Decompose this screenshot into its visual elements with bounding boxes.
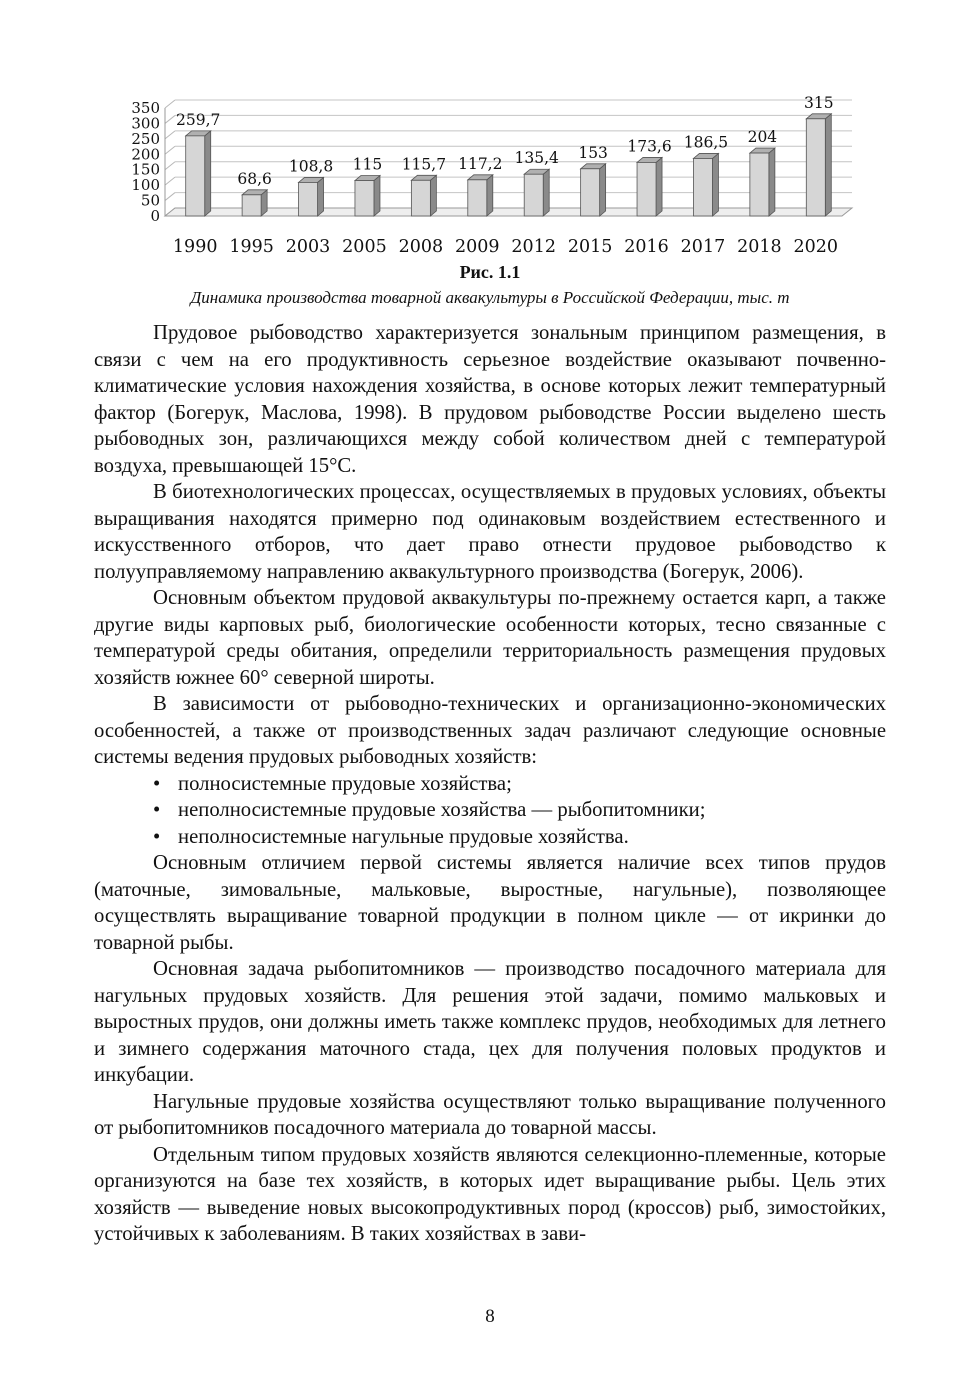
x-tick-label: 2016 (624, 237, 669, 257)
list-item (94, 824, 886, 851)
gridline-diagonal (165, 100, 175, 108)
y-tick-label: 350 (131, 99, 160, 117)
bar-side (543, 169, 549, 216)
paragraph: Основным объектом прудовой аквакультуры по-прежнему остается карп, а также другие виды карповых рыб, биологические особенности которых, тесно связанные с температурой среды обитания, определили территориальность размещения прудовых хозяйств южнее 60° северной широты. (94, 587, 886, 689)
bar (806, 119, 825, 216)
y-axis-ticks (131, 99, 160, 225)
gridline-diagonal (165, 131, 175, 139)
paragraph: В зависимости от рыбоводно-технических и организационно-экономических особенностей, а также от производственных задач различают следующие основные системы ведения прудовых рыбоводных хозяйств: (94, 693, 886, 768)
data-label: 135,4 (514, 149, 559, 168)
bar-side (374, 176, 380, 216)
paragraph: Нагульные прудовые хозяйства осуществляют только выращивание полученного от рыбопитомников посадочного материала до товарной массы. (94, 1090, 886, 1139)
bar (411, 180, 430, 216)
bar-side (769, 148, 775, 216)
bar-side (205, 131, 211, 216)
x-tick-label: 1995 (229, 237, 274, 257)
paragraph: Прудовое рыбоводство характеризуется зональным принципом размещения, в связи с чем на его продуктивность серьезное воздействие оказывают почвенно-климатические условия нахождения хозяйства, в основе которых лежит температурный фактор (Богерук, Маслова, 1998). В прудовом рыбоводстве России выделено шесть рыбоводных зон, различающихся между собой количеством дней с температурой воздуха, превышающей 15°С. (94, 322, 886, 477)
x-tick-label: 2005 (342, 237, 387, 257)
bar-side (430, 175, 436, 216)
list-item-text: неполносистемные прудовые хозяйства — рыбопитомники; (178, 799, 706, 821)
x-axis-ticks (173, 237, 838, 257)
data-label: 115 (352, 155, 383, 174)
x-tick-label: 2012 (511, 237, 556, 257)
bar-chart (120, 88, 860, 266)
paragraph: Основным отличием первой системы является наличие всех типов прудов (маточные, зимовальные, мальковые, выростные, нагульные), позволяющее осуществлять выращивание товарной продукции в полном цикле — от икринки до товарной рыбы. (94, 852, 886, 954)
x-tick-label: 2008 (398, 237, 444, 257)
x-tick-label: 2009 (455, 237, 500, 257)
list-item (94, 771, 886, 798)
paragraph: Отдельным типом прудовых хозяйств являются селекционно-племенные, которые организуются на базе тех хозяйств, в которых идет выращивание рыбы. Цель этих хозяйств — выведение новых высокопродуктивных пород (кроссов) рыб, зимостойких, устойчивых к заболеваниям. В таких хозяйствах в зави- (94, 1143, 886, 1245)
bar (637, 162, 656, 216)
figure-number: Рис. 1.1 (459, 262, 521, 282)
bar (524, 174, 543, 216)
list-item (94, 797, 886, 824)
data-label: 68,6 (237, 169, 272, 188)
bar-side (487, 175, 493, 216)
bar (693, 158, 712, 216)
x-tick-label: 2003 (285, 237, 331, 257)
bar-side (656, 157, 662, 216)
chart-bars (186, 114, 832, 216)
bar (581, 169, 600, 216)
y-tick-label: 200 (131, 145, 160, 164)
bar (242, 195, 261, 216)
paragraph: Основная задача рыбопитомников — производство посадочного материала для нагульных прудовых хозяйств. Для решения этой задачи, помимо мальковых и выростных прудов, они должны иметь также комплекс прудов, необходимых для летнего и зимнего содержания маточного стада, цех для получения половых продуктов и инкубации. (94, 958, 886, 1086)
y-tick-label: 300 (131, 114, 160, 133)
bar-side (318, 177, 324, 216)
chart-floor (165, 208, 852, 216)
gridline-diagonal (165, 146, 175, 154)
x-tick-label: 2020 (793, 237, 839, 257)
gridline-diagonal (165, 193, 175, 201)
figure-caption: Динамика производства товарной аквакультуры в Российской Федерации, тыс. т (190, 288, 790, 307)
bar (299, 182, 318, 216)
list-item-text: полносистемные прудовые хозяйства; (178, 772, 512, 795)
y-tick-label: 50 (140, 191, 160, 210)
y-tick-label: 100 (131, 176, 160, 195)
gridline-diagonal (165, 177, 175, 185)
bar (750, 153, 769, 216)
y-tick-label: 250 (131, 129, 160, 148)
data-label: 204 (747, 128, 778, 147)
data-label: 173,6 (627, 137, 672, 156)
bar (355, 181, 374, 216)
data-label: 108,8 (288, 157, 334, 176)
bar-side (600, 164, 606, 216)
y-tick-label: 150 (131, 160, 160, 179)
data-label: 115,7 (401, 155, 447, 174)
gridline-diagonal (165, 115, 175, 123)
chart-grid (165, 100, 852, 216)
list-item-text: неполносистемные нагульные прудовые хозяйства. (178, 825, 629, 848)
data-label: 259,7 (176, 110, 221, 129)
y-tick-label: 0 (150, 207, 160, 225)
body-text (94, 320, 886, 1248)
value-labels (176, 94, 834, 188)
data-label: 315 (803, 93, 834, 112)
bullet-icon: • (153, 772, 161, 795)
bullet-icon: • (153, 799, 161, 821)
bar-side (712, 153, 718, 216)
data-label: 117,2 (458, 154, 503, 173)
x-tick-label: 2018 (737, 237, 782, 257)
x-tick-label: 2017 (680, 237, 726, 257)
x-tick-label: 2015 (567, 237, 613, 257)
bar (468, 180, 487, 216)
bullet-list (94, 771, 886, 851)
paragraph: В биотехнологических процессах, осуществляемых в прудовых условиях, объекты выращивания находятся примерно под одинаковым воздействием естественного и искусственного отборов, что дает право отнести прудовое рыбоводство к полууправляемому направлению аквакультурного производства (Богерук, 2006). (94, 481, 886, 583)
bullet-icon: • (153, 825, 161, 848)
page-number: 8 (485, 1306, 495, 1327)
gridline-diagonal (165, 162, 175, 170)
bar-side (825, 114, 831, 216)
bar (186, 136, 205, 216)
x-tick-label: 1990 (172, 237, 218, 257)
data-label: 153 (578, 143, 608, 162)
data-label: 186,5 (683, 133, 729, 152)
